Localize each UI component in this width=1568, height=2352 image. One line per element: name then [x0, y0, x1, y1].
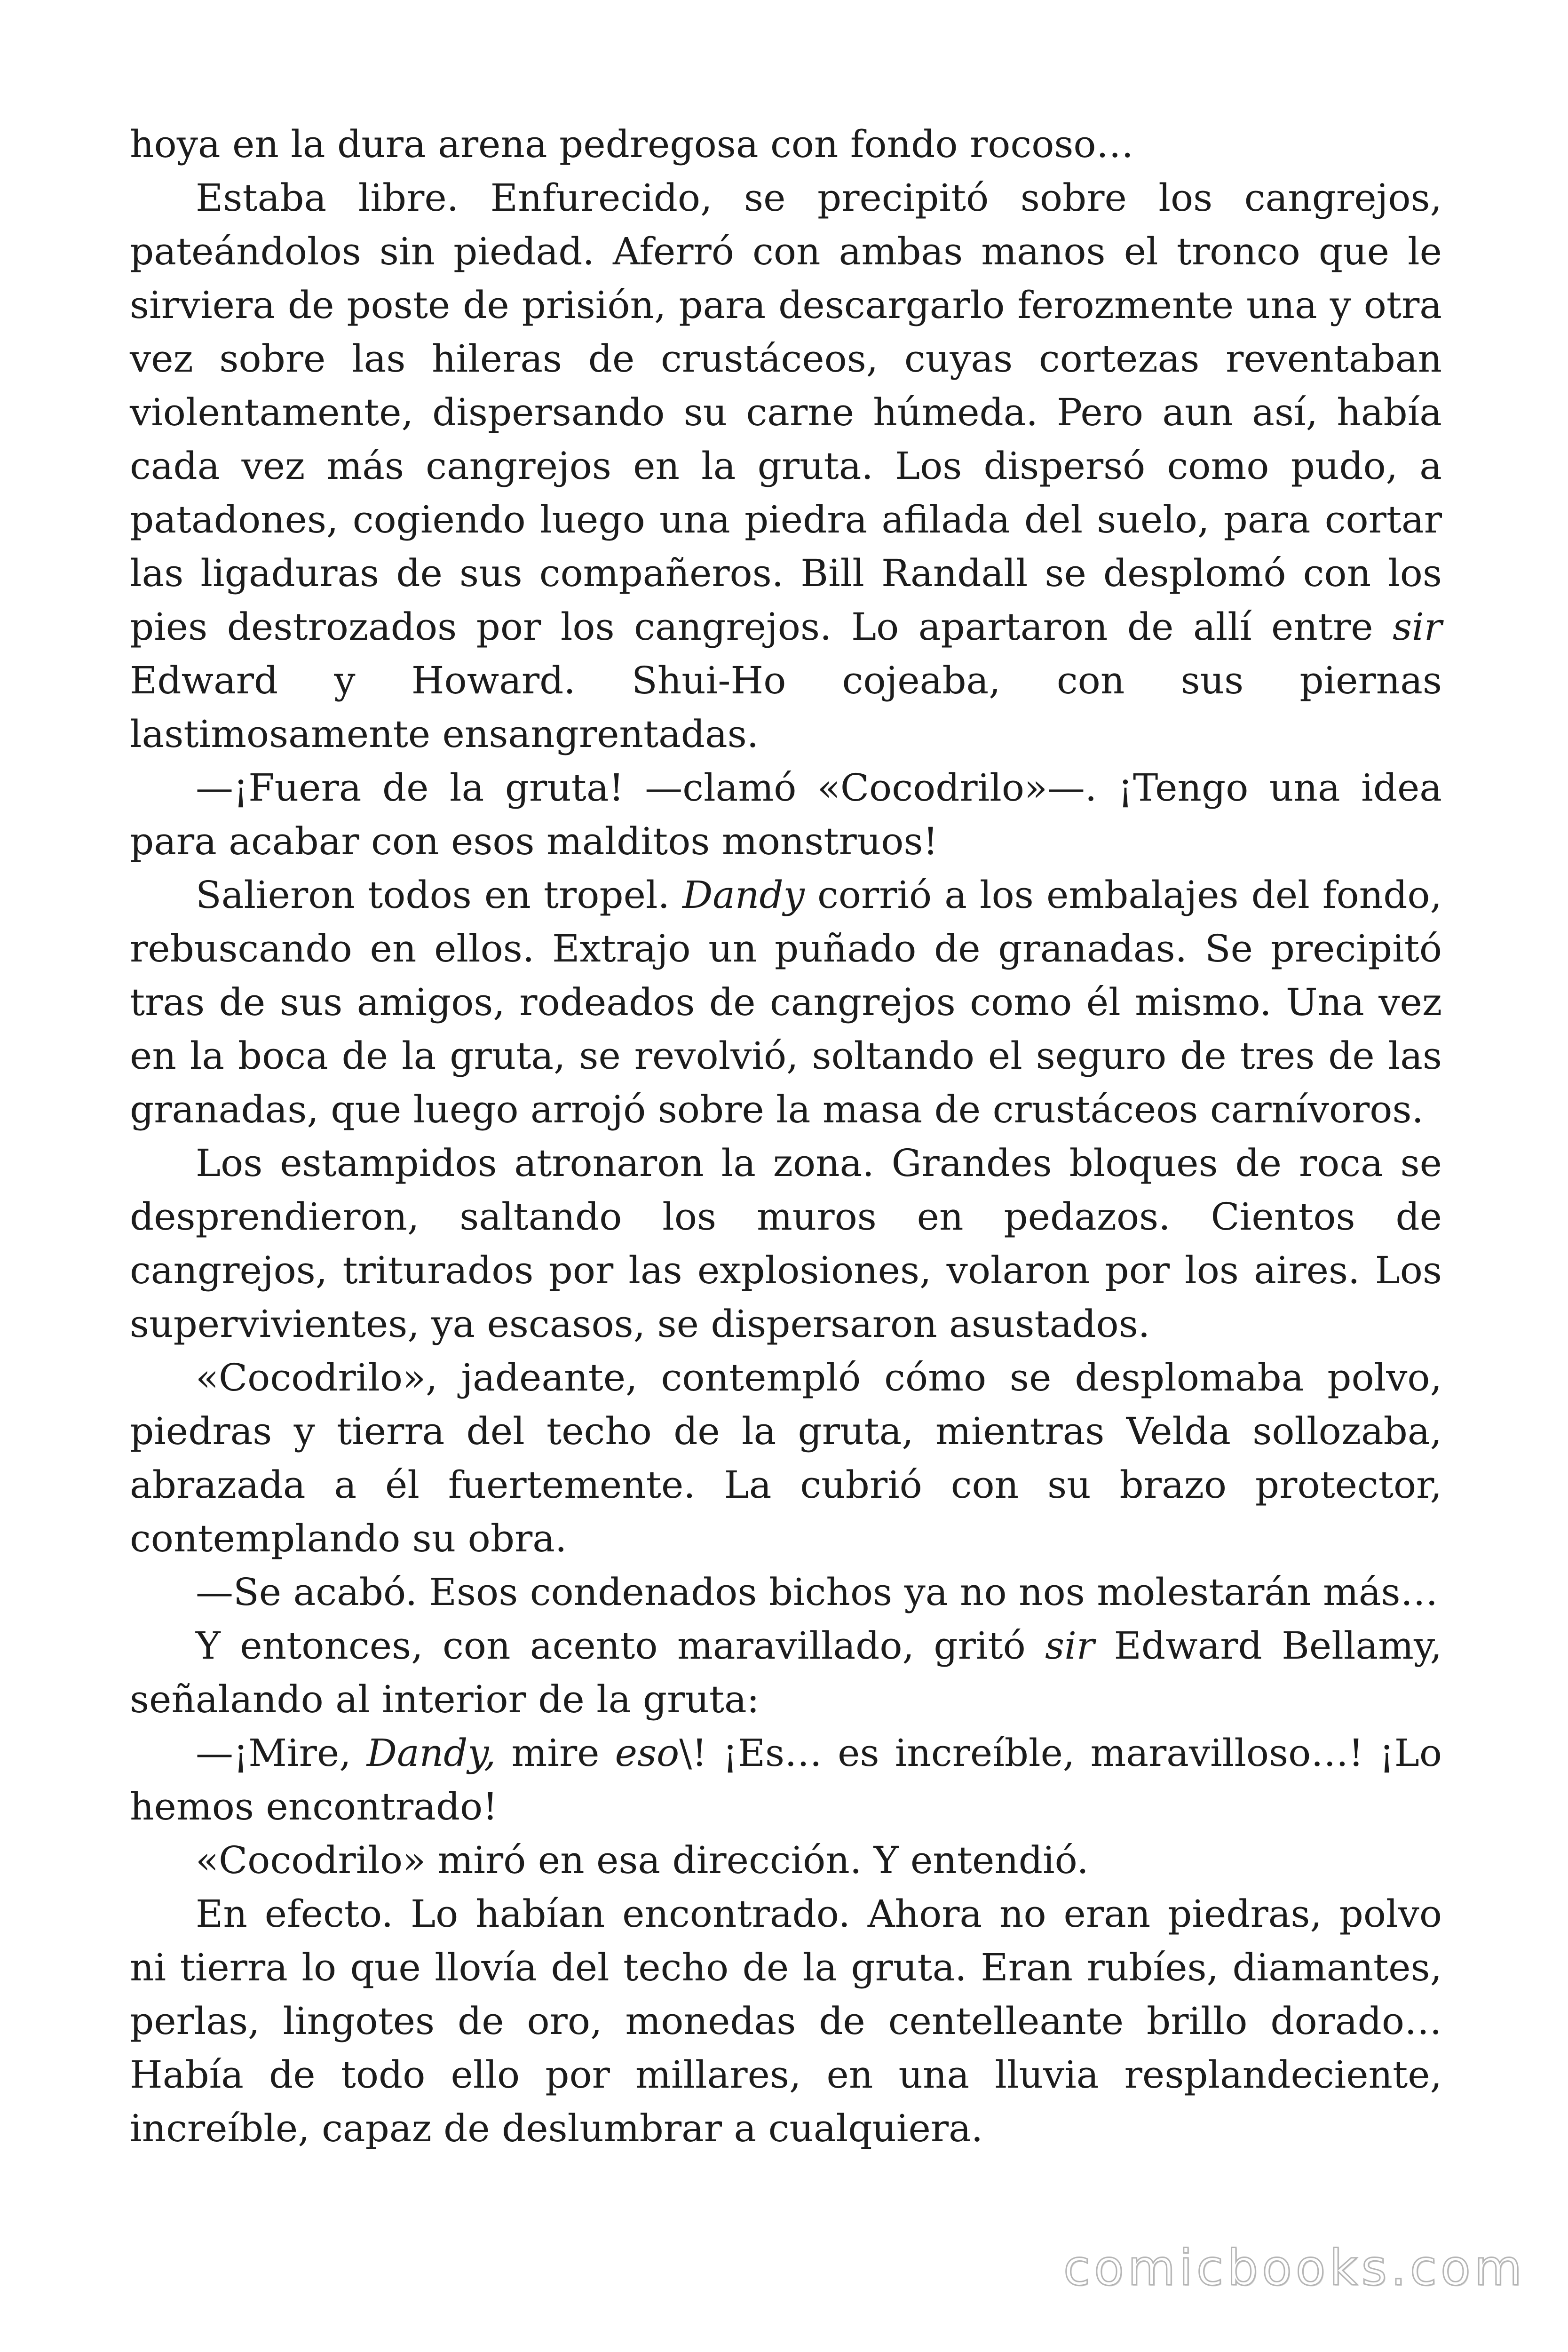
text-run: Salieron todos en tropel.	[196, 873, 683, 917]
text-run: Los estampidos atronaron la zona. Grandes bloques de roca se desprendieron, saltando los muros en pedazos. Cientos de cangrejos, triturados por las explosiones, volaron por los aires. Los supervivientes, ya escasos, se dispersaron asustados.	[130, 1141, 1442, 1346]
text-run: —¡Mire,	[196, 1731, 367, 1775]
text-run: Edward Bellamy, señalando al interior de la gruta:	[130, 1624, 1442, 1721]
italic-text-run: sir	[1393, 605, 1442, 649]
text-run: En efecto. Lo habían encontrado. Ahora no eran piedras, polvo ni tierra lo que llovía del techo de la gruta. Eran rubíes, diamantes, perlas, lingotes de oro, monedas de centelleante brillo dorado… Había de todo ello por millares, en una lluvia resplandeciente, increíble, capaz de deslumbrar a cualquiera.	[130, 1892, 1442, 2150]
text-run: corrió a los embalajes del fondo, rebuscando en ellos. Extrajo un puñado de granadas. Se precipitó tras de sus amigos, rodeados de cangrejos como él mismo. Una vez en la boca de la gruta, se revolvió, soltando el seguro de tres de las granadas, que luego arrojó sobre la masa de crustáceos carnívoros.	[130, 873, 1442, 1131]
paragraph	[130, 171, 1442, 761]
paragraph	[130, 761, 1442, 868]
italic-text-run: Dandy,	[366, 1731, 496, 1775]
text-run: «Cocodrilo» miró en esa dirección. Y entendió.	[196, 1838, 1089, 1882]
text-run: Estaba libre. Enfurecido, se precipitó sobre los cangrejos, pateándolos sin piedad. Aferró con ambas manos el tronco que le sirviera de poste de prisión, para descargarlo ferozmente una y otra vez sobre las hileras de crustáceos, cuyas cortezas reventaban violentamente, dispersando su carne húmeda. Pero aun así, había cada vez más cangrejos en la gruta. Los dispersó como pudo, a patadones, cogiendo luego una piedra afilada del suelo, para cortar las ligaduras de sus compañeros. Bill Randall se desplomó con los pies destrozados por los cangrejos. Lo apartaron de allí entre	[130, 176, 1442, 649]
paragraph	[130, 1726, 1442, 1834]
paragraph	[130, 868, 1442, 1136]
text-run: \! ¡Es… es increíble, maravilloso…! ¡Lo hemos encontrado!	[130, 1731, 1442, 1828]
text-run: Y entonces, con acento maravillado, gritó	[196, 1624, 1045, 1668]
italic-text-run: Dandy	[682, 873, 805, 917]
italic-text-run: sir	[1045, 1624, 1095, 1668]
paragraph	[130, 1887, 1442, 2155]
paragraph	[130, 118, 1442, 171]
text-run: —¡Fuera de la gruta! —clamó «Cocodrilo»—. ¡Tengo una idea para acabar con esos malditos monstruos!	[130, 766, 1442, 863]
italic-text-run: eso	[615, 1731, 680, 1775]
text-run: mire	[496, 1731, 615, 1775]
paragraph	[130, 1351, 1442, 1565]
text-run: —Se acabó. Esos condenados bichos ya no nos molestarán más…	[196, 1570, 1438, 1614]
paragraph	[130, 1136, 1442, 1351]
paragraph	[130, 1565, 1442, 1619]
text-run: «Cocodrilo», jadeante, contempló cómo se desplomaba polvo, piedras y tierra del techo de la gruta, mientras Velda sollozaba, abrazada a él fuertemente. La cubrió con su brazo protector, contemplando su obra.	[130, 1356, 1442, 1560]
text-run: Edward y Howard. Shui-Ho cojeaba, con sus piernas lastimosamente ensangrentadas.	[130, 659, 1442, 756]
watermark-logo: comicbooks.com	[1063, 2239, 1526, 2296]
book-page-text	[130, 118, 1442, 2155]
text-run: hoya en la dura arena pedregosa con fondo rocoso…	[130, 122, 1134, 166]
paragraph	[130, 1834, 1442, 1887]
paragraph	[130, 1619, 1442, 1726]
